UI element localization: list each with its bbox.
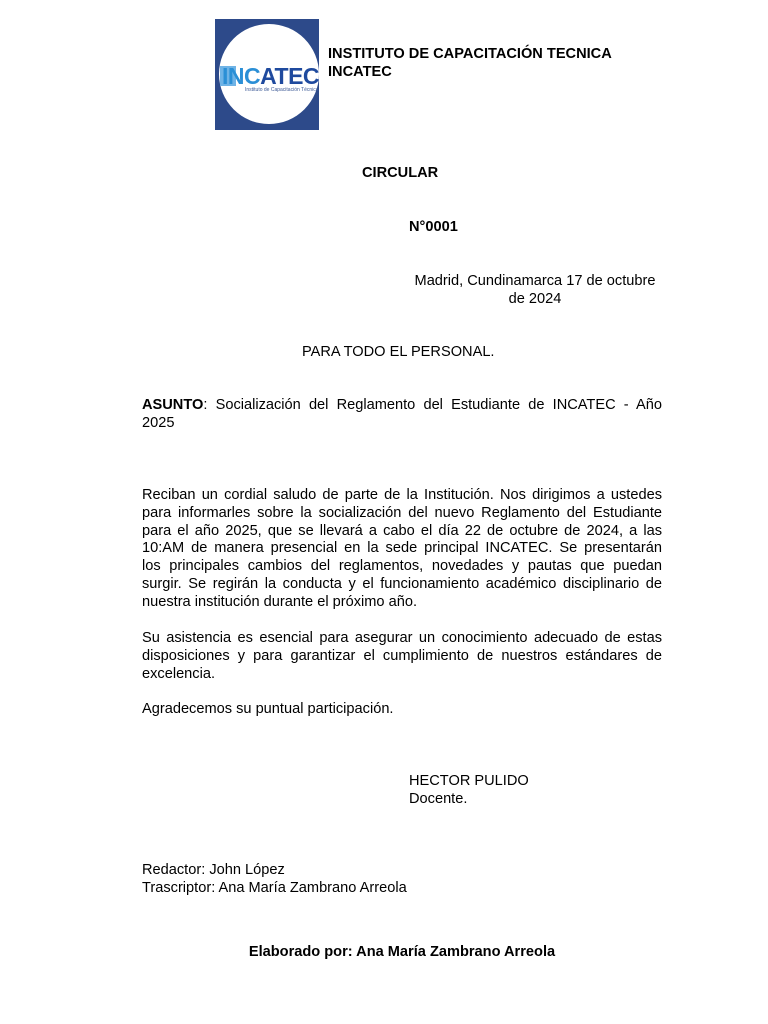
org-name-line1: INSTITUTO DE CAPACITACIÓN TECNICA (328, 46, 612, 62)
body-paragraph-1 (142, 487, 662, 612)
org-name-line2: INCATEC (328, 63, 392, 80)
logo-wordmark: INCATEC (222, 63, 319, 89)
redactor: Redactor: John López (142, 862, 285, 878)
document-number: N°0001 (409, 219, 458, 235)
date-block (408, 273, 662, 309)
body-line: los principales cambios del reglamentos, novedades y pautas que puedan (142, 558, 662, 575)
body-line: para informarles sobre la socialización del nuevo Reglamento del Estudiante (142, 504, 662, 521)
body-line: nuestra institución durante el próximo año. (142, 593, 418, 610)
transcriptor: Trascriptor: Ana María Zambrano Arreola (142, 879, 407, 896)
body-line: 10:AM de manera presencial en la sede principal INCATEC. Se presentarán (142, 540, 662, 557)
signer-name: HECTOR PULIDO (409, 773, 529, 789)
body-line: excelencia. (142, 665, 216, 682)
body-line: disposiciones y para garantizar el cumplimiento de nuestros estándares de (142, 647, 662, 664)
body-line: surgir. Se regirán la conducta y el funcionamiento académico disciplinario de (142, 575, 662, 592)
date-line-1: Madrid, Cundinamarca 17 de octubre (414, 273, 656, 289)
closing: Agradecemos su puntual participación. (142, 701, 394, 717)
subject-text: : Socialización del Reglamento del Estudiante de INCATEC - Año (203, 397, 662, 413)
date-line-2: de 2024 (508, 290, 562, 307)
body-line: para el año 2025, que se llevará a cabo el día 22 de octubre de 2024, a las (142, 522, 662, 539)
subject-line-2: 2025 (142, 414, 175, 431)
body-line: Reciban un cordial saludo de parte de la Institución. Nos dirigimos a ustedes (142, 487, 662, 503)
body-paragraph-2 (142, 630, 662, 683)
credits (142, 862, 407, 898)
recipient: PARA TODO EL PERSONAL. (302, 344, 495, 360)
org-name (328, 46, 612, 82)
signer-role: Docente. (409, 790, 468, 807)
logo-tagline: Instituto de Capacitación Técnica (245, 87, 319, 93)
body-line: Su asistencia es esencial para asegurar un conocimiento adecuado de estas (142, 630, 662, 646)
subject (142, 397, 662, 433)
subject-label: ASUNTO (142, 397, 204, 413)
elaborated-by: Elaborado por: Ana María Zambrano Arreola (248, 944, 556, 960)
document-type: CIRCULAR (362, 165, 439, 181)
incatec-logo (215, 19, 319, 130)
subject-line-1 (142, 397, 662, 415)
signature-block (409, 773, 529, 809)
